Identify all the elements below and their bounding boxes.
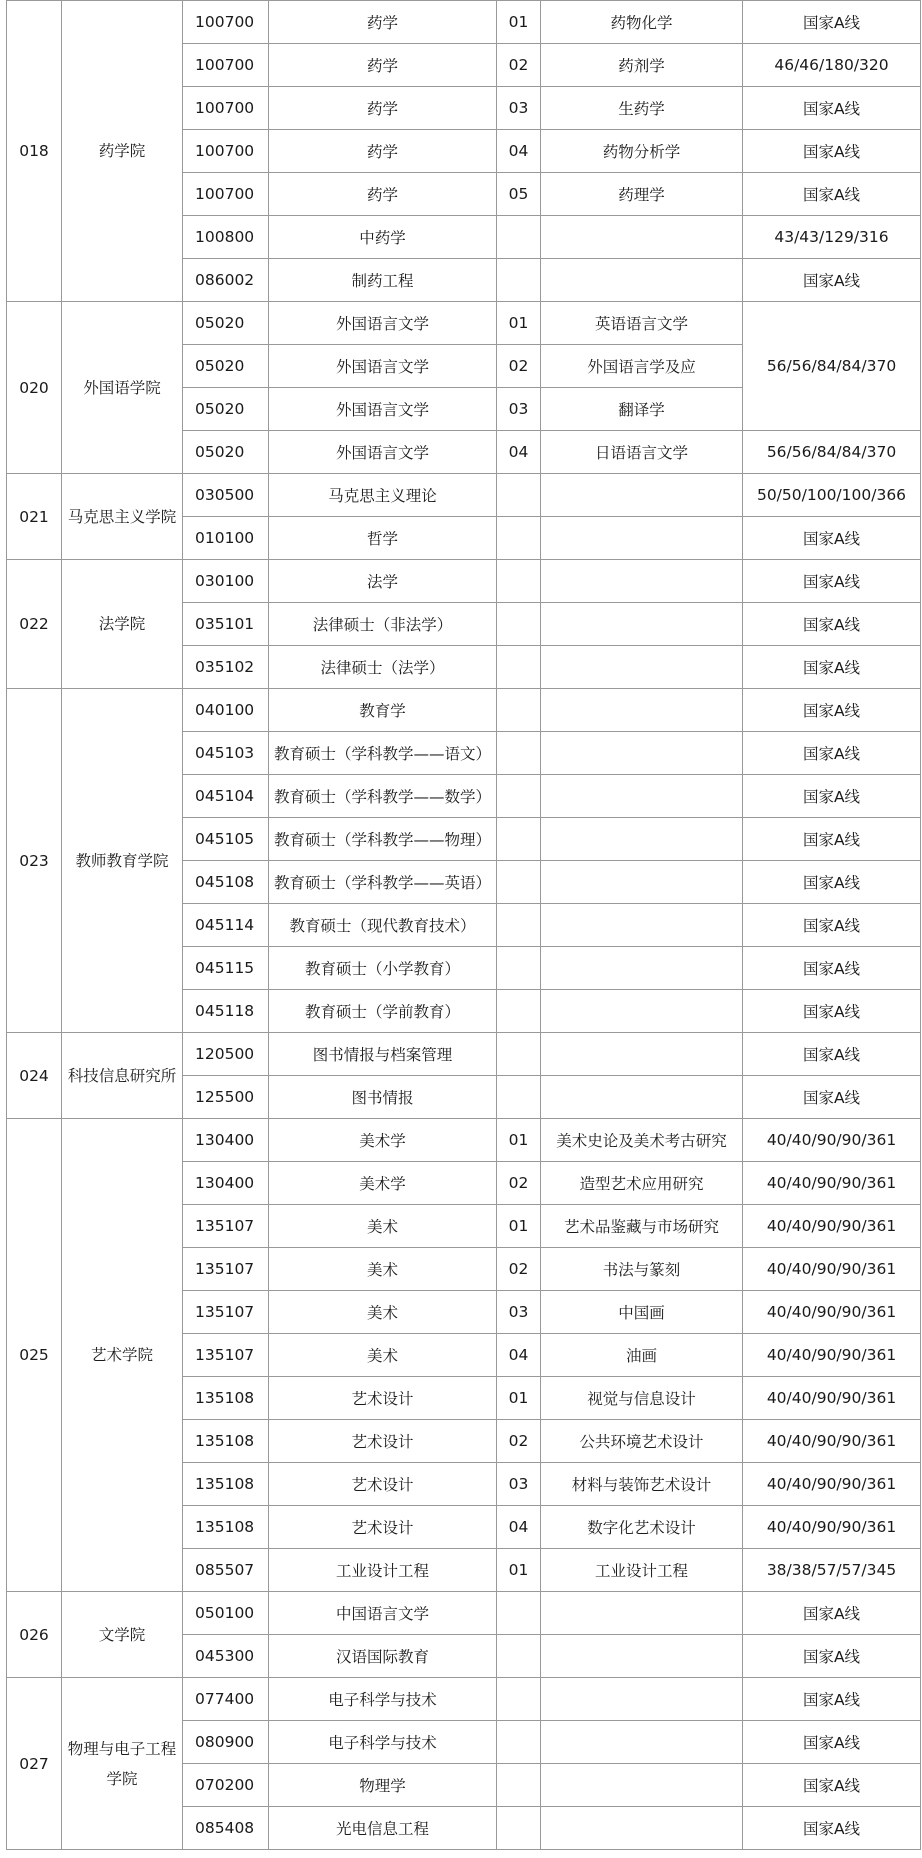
direction-name: 视觉与信息设计 xyxy=(541,1377,743,1420)
direction-name: 日语语言文学 xyxy=(541,431,743,474)
score-line: 国家A线 xyxy=(743,517,921,560)
direction-name: 外国语言学及应 xyxy=(541,345,743,388)
major-code: 045104 xyxy=(183,775,269,818)
major-code: 035102 xyxy=(183,646,269,689)
direction-number: 03 xyxy=(497,87,541,130)
direction-number: 02 xyxy=(497,1420,541,1463)
score-line: 国家A线 xyxy=(743,1033,921,1076)
major-name: 教育硕士（学科教学——物理） xyxy=(269,818,497,861)
direction-number: 01 xyxy=(497,1549,541,1592)
direction-name: 艺术品鉴藏与市场研究 xyxy=(541,1205,743,1248)
score-line: 国家A线 xyxy=(743,560,921,603)
table-row xyxy=(7,560,921,603)
major-code: 070200 xyxy=(183,1764,269,1807)
college-number: 020 xyxy=(7,302,62,474)
direction-name xyxy=(541,603,743,646)
direction-name: 美术史论及美术考古研究 xyxy=(541,1119,743,1162)
score-line: 国家A线 xyxy=(743,1635,921,1678)
direction-name xyxy=(541,1033,743,1076)
direction-name xyxy=(541,216,743,259)
college-name: 药学院 xyxy=(62,1,183,302)
major-name: 物理学 xyxy=(269,1764,497,1807)
major-code: 05020 xyxy=(183,431,269,474)
major-code: 045115 xyxy=(183,947,269,990)
major-name: 图书情报与档案管理 xyxy=(269,1033,497,1076)
direction-number: 01 xyxy=(497,1119,541,1162)
direction-name xyxy=(541,861,743,904)
major-code: 130400 xyxy=(183,1119,269,1162)
major-name: 外国语言文学 xyxy=(269,431,497,474)
major-name: 教育硕士（学前教育） xyxy=(269,990,497,1033)
direction-name xyxy=(541,1678,743,1721)
college-name: 艺术学院 xyxy=(62,1119,183,1592)
direction-number xyxy=(497,1764,541,1807)
table-row xyxy=(7,1033,921,1076)
major-name: 马克思主义理论 xyxy=(269,474,497,517)
table-row xyxy=(7,1592,921,1635)
score-line: 40/40/90/90/361 xyxy=(743,1377,921,1420)
major-code: 045118 xyxy=(183,990,269,1033)
major-name: 外国语言文学 xyxy=(269,302,497,345)
major-code: 045103 xyxy=(183,732,269,775)
direction-number xyxy=(497,904,541,947)
direction-name: 中国画 xyxy=(541,1291,743,1334)
score-line: 50/50/100/100/366 xyxy=(743,474,921,517)
major-name: 教育硕士（小学教育） xyxy=(269,947,497,990)
major-name: 电子科学与技术 xyxy=(269,1721,497,1764)
direction-number: 04 xyxy=(497,130,541,173)
direction-number xyxy=(497,775,541,818)
major-code: 030500 xyxy=(183,474,269,517)
score-line: 国家A线 xyxy=(743,990,921,1033)
major-code: 085408 xyxy=(183,1807,269,1850)
score-line: 国家A线 xyxy=(743,130,921,173)
direction-number xyxy=(497,646,541,689)
direction-name xyxy=(541,259,743,302)
major-code: 135108 xyxy=(183,1420,269,1463)
direction-number: 04 xyxy=(497,1506,541,1549)
college-name: 教师教育学院 xyxy=(62,689,183,1033)
major-name: 美术 xyxy=(269,1248,497,1291)
major-code: 035101 xyxy=(183,603,269,646)
major-code: 030100 xyxy=(183,560,269,603)
major-name: 教育硕士（学科教学——数学） xyxy=(269,775,497,818)
direction-number: 04 xyxy=(497,1334,541,1377)
table-row xyxy=(7,474,921,517)
college-number: 022 xyxy=(7,560,62,689)
major-code: 045300 xyxy=(183,1635,269,1678)
score-line: 40/40/90/90/361 xyxy=(743,1205,921,1248)
direction-number: 01 xyxy=(497,1377,541,1420)
direction-name: 生药学 xyxy=(541,87,743,130)
score-line: 46/46/180/320 xyxy=(743,44,921,87)
major-code: 135107 xyxy=(183,1334,269,1377)
score-line: 国家A线 xyxy=(743,732,921,775)
major-name: 药学 xyxy=(269,87,497,130)
score-line: 40/40/90/90/361 xyxy=(743,1463,921,1506)
score-line: 38/38/57/57/345 xyxy=(743,1549,921,1592)
major-name: 药学 xyxy=(269,1,497,44)
direction-number xyxy=(497,689,541,732)
score-line: 国家A线 xyxy=(743,904,921,947)
score-line: 56/56/84/84/370 xyxy=(743,302,921,431)
score-line: 国家A线 xyxy=(743,861,921,904)
direction-name: 油画 xyxy=(541,1334,743,1377)
major-code: 135108 xyxy=(183,1377,269,1420)
major-name: 教育硕士（现代教育技术） xyxy=(269,904,497,947)
direction-name xyxy=(541,1807,743,1850)
direction-number xyxy=(497,861,541,904)
major-code: 135107 xyxy=(183,1248,269,1291)
major-name: 法律硕士（法学） xyxy=(269,646,497,689)
college-name: 外国语学院 xyxy=(62,302,183,474)
direction-name xyxy=(541,818,743,861)
college-name: 文学院 xyxy=(62,1592,183,1678)
score-line: 国家A线 xyxy=(743,1678,921,1721)
direction-name xyxy=(541,775,743,818)
major-name: 汉语国际教育 xyxy=(269,1635,497,1678)
direction-name xyxy=(541,904,743,947)
major-code: 120500 xyxy=(183,1033,269,1076)
direction-name: 材料与装饰艺术设计 xyxy=(541,1463,743,1506)
score-line: 国家A线 xyxy=(743,1076,921,1119)
major-code: 135107 xyxy=(183,1291,269,1334)
direction-number xyxy=(497,818,541,861)
college-number: 023 xyxy=(7,689,62,1033)
score-line: 国家A线 xyxy=(743,1,921,44)
college-name: 马克思主义学院 xyxy=(62,474,183,560)
direction-number: 02 xyxy=(497,1162,541,1205)
direction-number xyxy=(497,1635,541,1678)
major-name: 外国语言文学 xyxy=(269,345,497,388)
major-code: 135108 xyxy=(183,1463,269,1506)
score-line: 国家A线 xyxy=(743,818,921,861)
score-line: 40/40/90/90/361 xyxy=(743,1506,921,1549)
direction-number xyxy=(497,1721,541,1764)
direction-name: 数字化艺术设计 xyxy=(541,1506,743,1549)
direction-name: 药物分析学 xyxy=(541,130,743,173)
table-row xyxy=(7,1119,921,1162)
score-line: 43/43/129/316 xyxy=(743,216,921,259)
direction-name xyxy=(541,517,743,560)
major-code: 086002 xyxy=(183,259,269,302)
direction-name xyxy=(541,646,743,689)
major-code: 040100 xyxy=(183,689,269,732)
major-name: 艺术设计 xyxy=(269,1463,497,1506)
direction-number: 01 xyxy=(497,1205,541,1248)
major-name: 外国语言文学 xyxy=(269,388,497,431)
major-name: 工业设计工程 xyxy=(269,1549,497,1592)
college-number: 025 xyxy=(7,1119,62,1592)
major-code: 045114 xyxy=(183,904,269,947)
direction-number xyxy=(497,1592,541,1635)
major-code: 100700 xyxy=(183,130,269,173)
major-name: 制药工程 xyxy=(269,259,497,302)
major-name: 教育硕士（学科教学——语文） xyxy=(269,732,497,775)
table-row xyxy=(7,302,921,345)
score-table-body xyxy=(7,1,921,1850)
major-name: 药学 xyxy=(269,44,497,87)
major-name: 艺术设计 xyxy=(269,1506,497,1549)
direction-number xyxy=(497,216,541,259)
major-code: 05020 xyxy=(183,302,269,345)
direction-number xyxy=(497,603,541,646)
major-name: 光电信息工程 xyxy=(269,1807,497,1850)
direction-name: 书法与篆刻 xyxy=(541,1248,743,1291)
major-code: 077400 xyxy=(183,1678,269,1721)
score-line: 国家A线 xyxy=(743,775,921,818)
direction-number xyxy=(497,1807,541,1850)
direction-number: 01 xyxy=(497,1,541,44)
major-code: 125500 xyxy=(183,1076,269,1119)
score-line: 国家A线 xyxy=(743,646,921,689)
direction-number xyxy=(497,517,541,560)
college-number: 021 xyxy=(7,474,62,560)
major-code: 010100 xyxy=(183,517,269,560)
direction-number xyxy=(497,259,541,302)
major-code: 045105 xyxy=(183,818,269,861)
major-name: 法律硕士（非法学） xyxy=(269,603,497,646)
direction-name: 药理学 xyxy=(541,173,743,216)
direction-name xyxy=(541,1721,743,1764)
direction-number xyxy=(497,560,541,603)
direction-name: 英语语言文学 xyxy=(541,302,743,345)
major-name: 电子科学与技术 xyxy=(269,1678,497,1721)
major-name: 美术 xyxy=(269,1334,497,1377)
direction-number xyxy=(497,1678,541,1721)
score-line: 国家A线 xyxy=(743,87,921,130)
major-name: 中药学 xyxy=(269,216,497,259)
major-name: 图书情报 xyxy=(269,1076,497,1119)
score-line: 56/56/84/84/370 xyxy=(743,431,921,474)
major-code: 135107 xyxy=(183,1205,269,1248)
major-code: 05020 xyxy=(183,345,269,388)
major-name: 艺术设计 xyxy=(269,1377,497,1420)
table-row xyxy=(7,1678,921,1721)
direction-name xyxy=(541,560,743,603)
direction-name xyxy=(541,1592,743,1635)
major-code: 080900 xyxy=(183,1721,269,1764)
direction-number xyxy=(497,474,541,517)
major-code: 05020 xyxy=(183,388,269,431)
score-line: 国家A线 xyxy=(743,1721,921,1764)
major-code: 135108 xyxy=(183,1506,269,1549)
score-line: 国家A线 xyxy=(743,603,921,646)
direction-name xyxy=(541,474,743,517)
direction-name xyxy=(541,1635,743,1678)
direction-name: 药物化学 xyxy=(541,1,743,44)
direction-name xyxy=(541,990,743,1033)
major-name: 教育学 xyxy=(269,689,497,732)
direction-name: 造型艺术应用研究 xyxy=(541,1162,743,1205)
table-row xyxy=(7,689,921,732)
major-code: 100700 xyxy=(183,173,269,216)
major-code: 100700 xyxy=(183,87,269,130)
direction-name xyxy=(541,689,743,732)
direction-number: 05 xyxy=(497,173,541,216)
major-code: 045108 xyxy=(183,861,269,904)
direction-number xyxy=(497,947,541,990)
score-line: 40/40/90/90/361 xyxy=(743,1291,921,1334)
major-code: 100700 xyxy=(183,1,269,44)
score-line: 国家A线 xyxy=(743,689,921,732)
major-name: 艺术设计 xyxy=(269,1420,497,1463)
score-line: 40/40/90/90/361 xyxy=(743,1162,921,1205)
score-line: 国家A线 xyxy=(743,173,921,216)
score-line: 40/40/90/90/361 xyxy=(743,1248,921,1291)
direction-number: 04 xyxy=(497,431,541,474)
direction-name xyxy=(541,947,743,990)
major-name: 法学 xyxy=(269,560,497,603)
score-line: 40/40/90/90/361 xyxy=(743,1119,921,1162)
major-name: 美术 xyxy=(269,1291,497,1334)
major-name: 中国语言文学 xyxy=(269,1592,497,1635)
major-code: 100800 xyxy=(183,216,269,259)
direction-number: 03 xyxy=(497,388,541,431)
direction-number: 02 xyxy=(497,44,541,87)
direction-number: 02 xyxy=(497,345,541,388)
major-name: 药学 xyxy=(269,130,497,173)
score-line: 40/40/90/90/361 xyxy=(743,1334,921,1377)
direction-number: 02 xyxy=(497,1248,541,1291)
direction-name: 药剂学 xyxy=(541,44,743,87)
direction-name xyxy=(541,732,743,775)
major-name: 药学 xyxy=(269,173,497,216)
college-number: 026 xyxy=(7,1592,62,1678)
major-name: 哲学 xyxy=(269,517,497,560)
score-table xyxy=(6,0,921,1850)
direction-number: 01 xyxy=(497,302,541,345)
major-code: 085507 xyxy=(183,1549,269,1592)
major-name: 教育硕士（学科教学——英语） xyxy=(269,861,497,904)
direction-name xyxy=(541,1764,743,1807)
college-name: 科技信息研究所 xyxy=(62,1033,183,1119)
direction-number xyxy=(497,1033,541,1076)
college-number: 024 xyxy=(7,1033,62,1119)
major-code: 130400 xyxy=(183,1162,269,1205)
major-name: 美术学 xyxy=(269,1119,497,1162)
score-line: 国家A线 xyxy=(743,259,921,302)
college-number: 018 xyxy=(7,1,62,302)
direction-number: 03 xyxy=(497,1291,541,1334)
table-row xyxy=(7,1,921,44)
score-line: 国家A线 xyxy=(743,1807,921,1850)
major-name: 美术学 xyxy=(269,1162,497,1205)
direction-number: 03 xyxy=(497,1463,541,1506)
direction-name xyxy=(541,1076,743,1119)
score-table-container xyxy=(6,0,920,1850)
direction-name: 翻译学 xyxy=(541,388,743,431)
score-line: 40/40/90/90/361 xyxy=(743,1420,921,1463)
direction-name: 公共环境艺术设计 xyxy=(541,1420,743,1463)
major-name: 美术 xyxy=(269,1205,497,1248)
score-line: 国家A线 xyxy=(743,947,921,990)
major-code: 100700 xyxy=(183,44,269,87)
direction-number xyxy=(497,1076,541,1119)
direction-name: 工业设计工程 xyxy=(541,1549,743,1592)
direction-number xyxy=(497,990,541,1033)
college-name: 物理与电子工程学院 xyxy=(62,1678,183,1850)
score-line: 国家A线 xyxy=(743,1592,921,1635)
college-name: 法学院 xyxy=(62,560,183,689)
score-line: 国家A线 xyxy=(743,1764,921,1807)
major-code: 050100 xyxy=(183,1592,269,1635)
direction-number xyxy=(497,732,541,775)
college-number: 027 xyxy=(7,1678,62,1850)
